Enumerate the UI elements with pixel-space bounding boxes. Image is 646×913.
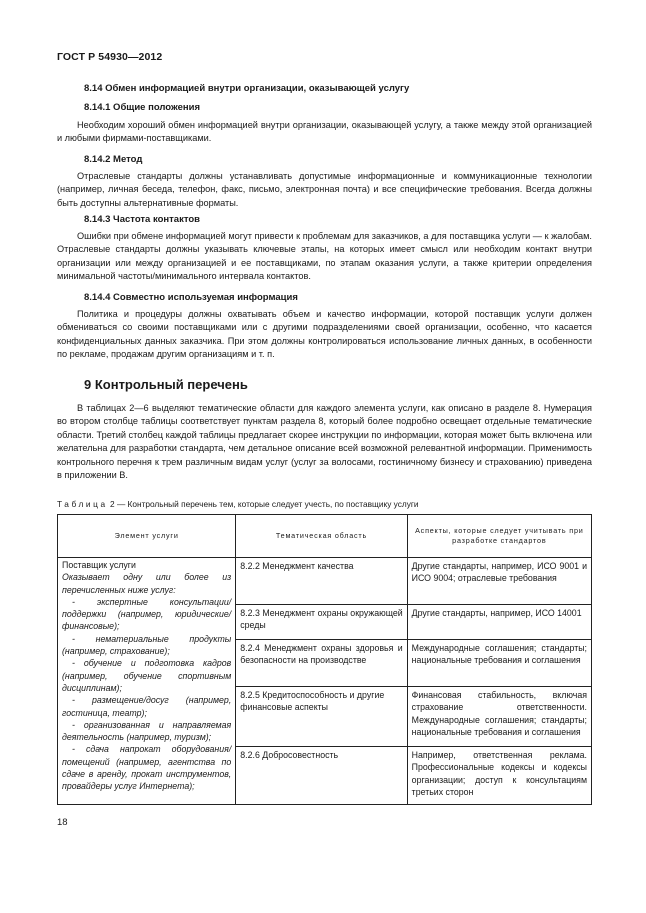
table-header-row	[58, 515, 592, 558]
section-8-14-title: 8.14 Обмен информацией внутри организации, оказывающей услугу	[84, 83, 410, 94]
section-8-14	[57, 82, 592, 95]
element-line: - обучение и подготовка кадров (например, обучение спортивным дисциплинам);	[62, 658, 232, 693]
section-8-14-3-title: 8.14.3 Частота контактов	[84, 214, 200, 225]
header-element: Элемент услуги	[58, 515, 236, 558]
aspects-cell: Другие стандарты, например, ИСО 9001 и ИСО 9004; отраслевые требования	[407, 558, 591, 605]
section-8-14-1	[57, 101, 592, 146]
table-caption-text: 2 — Контрольный перечень тем, которые следует учесть, по поставщику услуги	[107, 499, 419, 509]
element-line: - нематериальные продукты (например, страхование);	[62, 633, 232, 657]
header-area: Тематическая область	[236, 515, 407, 558]
section-8-14-4-title: 8.14.4 Совместно используемая информация	[84, 292, 298, 303]
section-9-title: 9 Контрольный перечень	[84, 377, 248, 392]
section-8-14-1-text: Необходим хороший обмен информацией внутри организации, оказывающей услугу, а также между этой организацией и любыми фирмами-поставщиками.	[57, 120, 592, 144]
section-8-14-1-title: 8.14.1 Общие положения	[84, 102, 200, 113]
section-8-14-3-text: Ошибки при обмене информацией могут привести к проблемам для заказчиков, а для поставщика услуги — к жалобам. Отраслевые стандарты должны указывать ключевые этапы, на которых имеет смысл или необходим контакт внутри организации или между организацией и ее поставщиками, по этапам оказания услуги, а также критерии определения минимальной частоты/минимального интервала контактов.	[57, 231, 592, 282]
aspects-cell: Международные соглашения; стандарты; национальные требования и соглашения	[407, 640, 591, 687]
element-title: Поставщик услуги	[62, 560, 136, 570]
area-cell: 8.2.5 Кредитоспособность и другие финансовые аспекты	[236, 687, 407, 747]
section-9	[57, 377, 592, 482]
area-cell: 8.2.6 Добросовестность	[236, 747, 407, 805]
header-aspects: Аспекты, которые следует учитывать при разработке стандартов	[407, 515, 591, 558]
page-number: 18	[57, 817, 68, 828]
standard-header: ГОСТ Р 54930—2012	[57, 51, 163, 63]
element-line: - организованная и направляемая деятельность (например, туризм);	[62, 719, 232, 743]
aspects-cell: Другие стандарты, например, ИСО 14001	[407, 605, 591, 640]
section-8-14-4	[57, 291, 592, 362]
element-line: - размещение/досуг (например, гостиница, театр);	[62, 695, 232, 718]
area-cell: 8.2.4 Менеджмент охраны здоровья и безопасности на производстве	[236, 640, 407, 687]
section-8-14-2-title: 8.14.2 Метод	[84, 154, 143, 165]
section-8-14-2	[57, 153, 592, 210]
table-caption	[57, 499, 597, 509]
section-8-14-4-text: Политика и процедуры должны охватывать объем и качество информации, которой поставщик услуги должен обмениваться со своими поставщиками или с другими подразделениями своей организации, особенно, что касается конфиденциальных данных заказчика. При этом должны контролироваться использование личных данных, в особенности по рекламе, продажам другим организациям и т. п.	[57, 309, 592, 360]
section-9-text: В таблицах 2—6 выделяют тематические области для каждого элемента услуги, как описано в разделе 8. Нумерация во втором столбце таблицы соответствует пунктам раздела 8, который более подробно освещает отдельные тематические области. Третий столбец каждой таблицы предлагает скорее инструкции по информации, которая может быть включена или желательна для разработки стандарта, чем детальное описание всей возможной релевантной информации. Применимость контрольного перечня к трем различным видам услуг (услуг за волосами, гостиничному бизнесу и страхованию) приведена в приложении В.	[57, 403, 592, 481]
aspects-cell: Например, ответственная реклама. Профессиональные кодексы и кодексы организации; доступ к консультациям третьих сторон	[407, 747, 591, 805]
service-element-cell	[58, 558, 236, 805]
element-line: - экспертные консультации/поддержки (например, юридические/финансовые);	[62, 596, 232, 632]
table-caption-word: Таблица	[57, 499, 108, 509]
area-cell: 8.2.3 Менеджмент охраны окружающей среды	[236, 605, 407, 640]
section-8-14-3	[57, 213, 592, 284]
aspects-cell: Финансовая стабильность, включая страхование ответственности. Международные соглашения; стандарты; национальные требования и соглашения	[407, 687, 591, 747]
element-line: - сдача напрокат оборудования/помещений (например, агентства по сдаче в аренду, прокат инструментов, провайдеры услуг Интернета);	[62, 744, 232, 792]
section-8-14-2-text: Отраслевые стандарты должны устанавливать допустимые информационные и коммуникационные технологии (например, личная беседа, телефон, факс, письмо, электронная почта) и все специфические требования. Всегда должны быть доступны альтернативные форматы.	[57, 171, 592, 208]
table-row	[58, 558, 592, 605]
element-line: Оказывает одну или более из перечисленных ниже услуг:	[62, 572, 232, 595]
area-cell: 8.2.2 Менеджмент качества	[236, 558, 407, 605]
checklist-table	[57, 514, 592, 805]
